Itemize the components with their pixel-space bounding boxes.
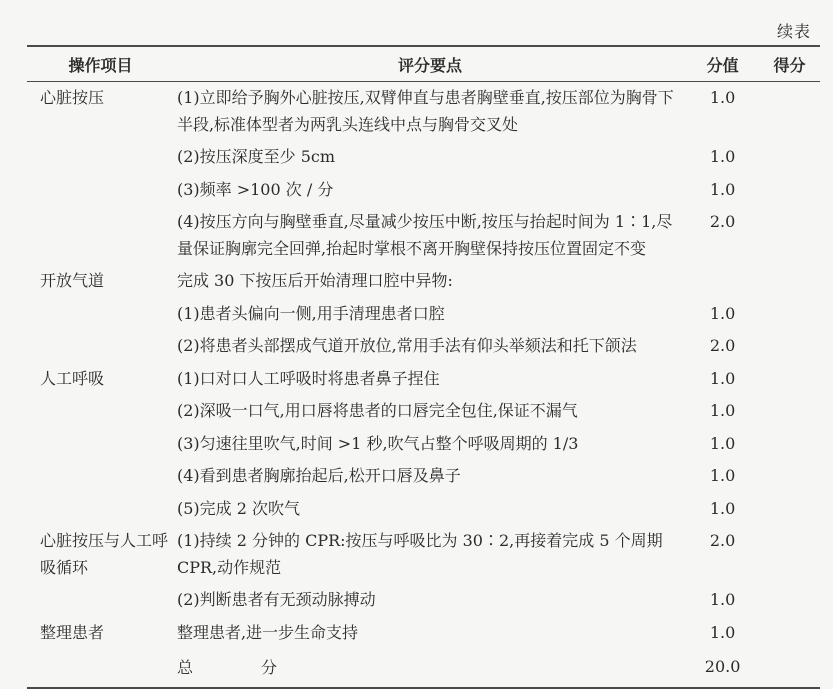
row-score: 1.0 [709, 498, 736, 518]
table-row [27, 460, 820, 493]
row-obtained [759, 584, 820, 617]
row-obtained [759, 174, 820, 207]
row-score: 1.0 [709, 590, 736, 609]
row-point: (2)深吸一口气,用口唇将患者的口唇完全包住,保证不漏气 [176, 401, 578, 420]
table-footer [27, 649, 820, 688]
row-score: 1.0 [709, 466, 736, 485]
table-row [27, 395, 820, 428]
row-item [27, 206, 174, 265]
row-item [27, 174, 174, 207]
row-score: 1.0 [709, 433, 736, 453]
row-obtained [759, 493, 820, 526]
row-item [27, 330, 174, 363]
total-obtained [759, 649, 820, 688]
table-body [27, 82, 820, 650]
row-obtained [759, 460, 820, 493]
row-score: 1.0 [709, 622, 736, 642]
row-obtained [759, 265, 820, 298]
total-row [27, 649, 820, 688]
row-obtained [759, 206, 820, 265]
table-row [27, 525, 820, 584]
row-item: 整理患者 [40, 622, 105, 642]
table-row [27, 174, 820, 207]
row-score: 1.0 [709, 88, 736, 107]
table-row [27, 141, 820, 174]
row-point: (4)按压方向与胸壁垂直,尽量减少按压中断,按压与抬起时间为 1∶1,尽量保证胸廓完全回弹,抬起时掌根不离开胸壁保持按压位置固定不变 [176, 212, 673, 258]
table-row [27, 617, 820, 650]
row-score: 1.0 [709, 147, 736, 166]
row-point: (1)口对口人工呼吸时将患者鼻子捏住 [176, 368, 440, 388]
table-row [27, 206, 820, 265]
table-row [27, 330, 820, 363]
row-item: 人工呼吸 [40, 368, 105, 388]
row-item [27, 395, 174, 428]
row-item [27, 584, 174, 617]
row-score: 2.0 [709, 531, 736, 550]
row-obtained [759, 82, 820, 142]
row-obtained [759, 298, 820, 331]
row-item [27, 460, 174, 493]
total-blank [27, 649, 174, 688]
row-point: (1)持续 2 分钟的 CPR:按压与呼吸比为 30∶2,再接着完成 5 个周期 CPR,动作规范 [176, 531, 663, 577]
row-point: (2)按压深度至少 5cm [176, 147, 336, 166]
row-score: 2.0 [709, 336, 736, 355]
row-obtained [759, 363, 820, 396]
header-item: 操作项目 [27, 46, 174, 82]
row-point: 完成 30 下按压后开始清理口腔中异物: [176, 271, 453, 290]
row-item [27, 141, 174, 174]
row-point: (3)匀速往里吹气,时间 >1 秒,吹气占整个呼吸周期的 1/3 [176, 433, 579, 453]
row-item: 开放气道 [40, 271, 105, 290]
table-row [27, 493, 820, 526]
row-score: 1.0 [709, 179, 736, 199]
row-score: 1.0 [709, 303, 736, 323]
row-point: 整理患者,进一步生命支持 [176, 622, 359, 642]
row-point: (1)患者头偏向一侧,用手清理患者口腔 [176, 303, 445, 323]
row-obtained [759, 141, 820, 174]
table-row [27, 265, 820, 298]
row-point: (1)立即给予胸外心脏按压,双臂伸直与患者胸壁垂直,按压部位为胸骨下半段,标准体型者为两乳头连线中点与胸骨交叉处 [176, 88, 674, 134]
table-row [27, 363, 820, 396]
row-score: 1.0 [709, 368, 736, 388]
row-item [27, 493, 174, 526]
scoring-table [27, 45, 820, 689]
table-row [27, 298, 820, 331]
header-obtained: 得分 [759, 46, 820, 82]
table-header [27, 46, 820, 82]
row-item: 心脏按压 [40, 88, 105, 107]
table-row [27, 82, 820, 142]
row-point: (5)完成 2 次吹气 [176, 498, 300, 518]
table-row [27, 428, 820, 461]
row-point: (2)判断患者有无颈动脉搏动 [176, 590, 376, 609]
row-obtained [759, 617, 820, 650]
header-point: 评分要点 [174, 46, 686, 82]
row-item: 心脏按压与人工呼吸循环 [40, 531, 169, 577]
row-obtained [759, 525, 820, 584]
row-obtained [759, 395, 820, 428]
header-score: 分值 [686, 46, 759, 82]
table-row [27, 584, 820, 617]
row-point: (4)看到患者胸廓抬起后,松开口唇及鼻子 [176, 466, 461, 485]
row-item [27, 298, 174, 331]
continuation-label: 续表 [776, 22, 811, 41]
total-label: 总 分 [174, 649, 686, 688]
row-item [27, 428, 174, 461]
row-obtained [759, 428, 820, 461]
row-score: 1.0 [709, 401, 736, 420]
row-point: (3)频率 >100 次 / 分 [176, 179, 334, 199]
row-point: (2)将患者头部摆成气道开放位,常用手法有仰头举颏法和托下颌法 [176, 336, 637, 355]
row-score: 2.0 [709, 212, 736, 231]
row-score [686, 265, 759, 298]
row-obtained [759, 330, 820, 363]
total-score: 20.0 [686, 649, 759, 688]
